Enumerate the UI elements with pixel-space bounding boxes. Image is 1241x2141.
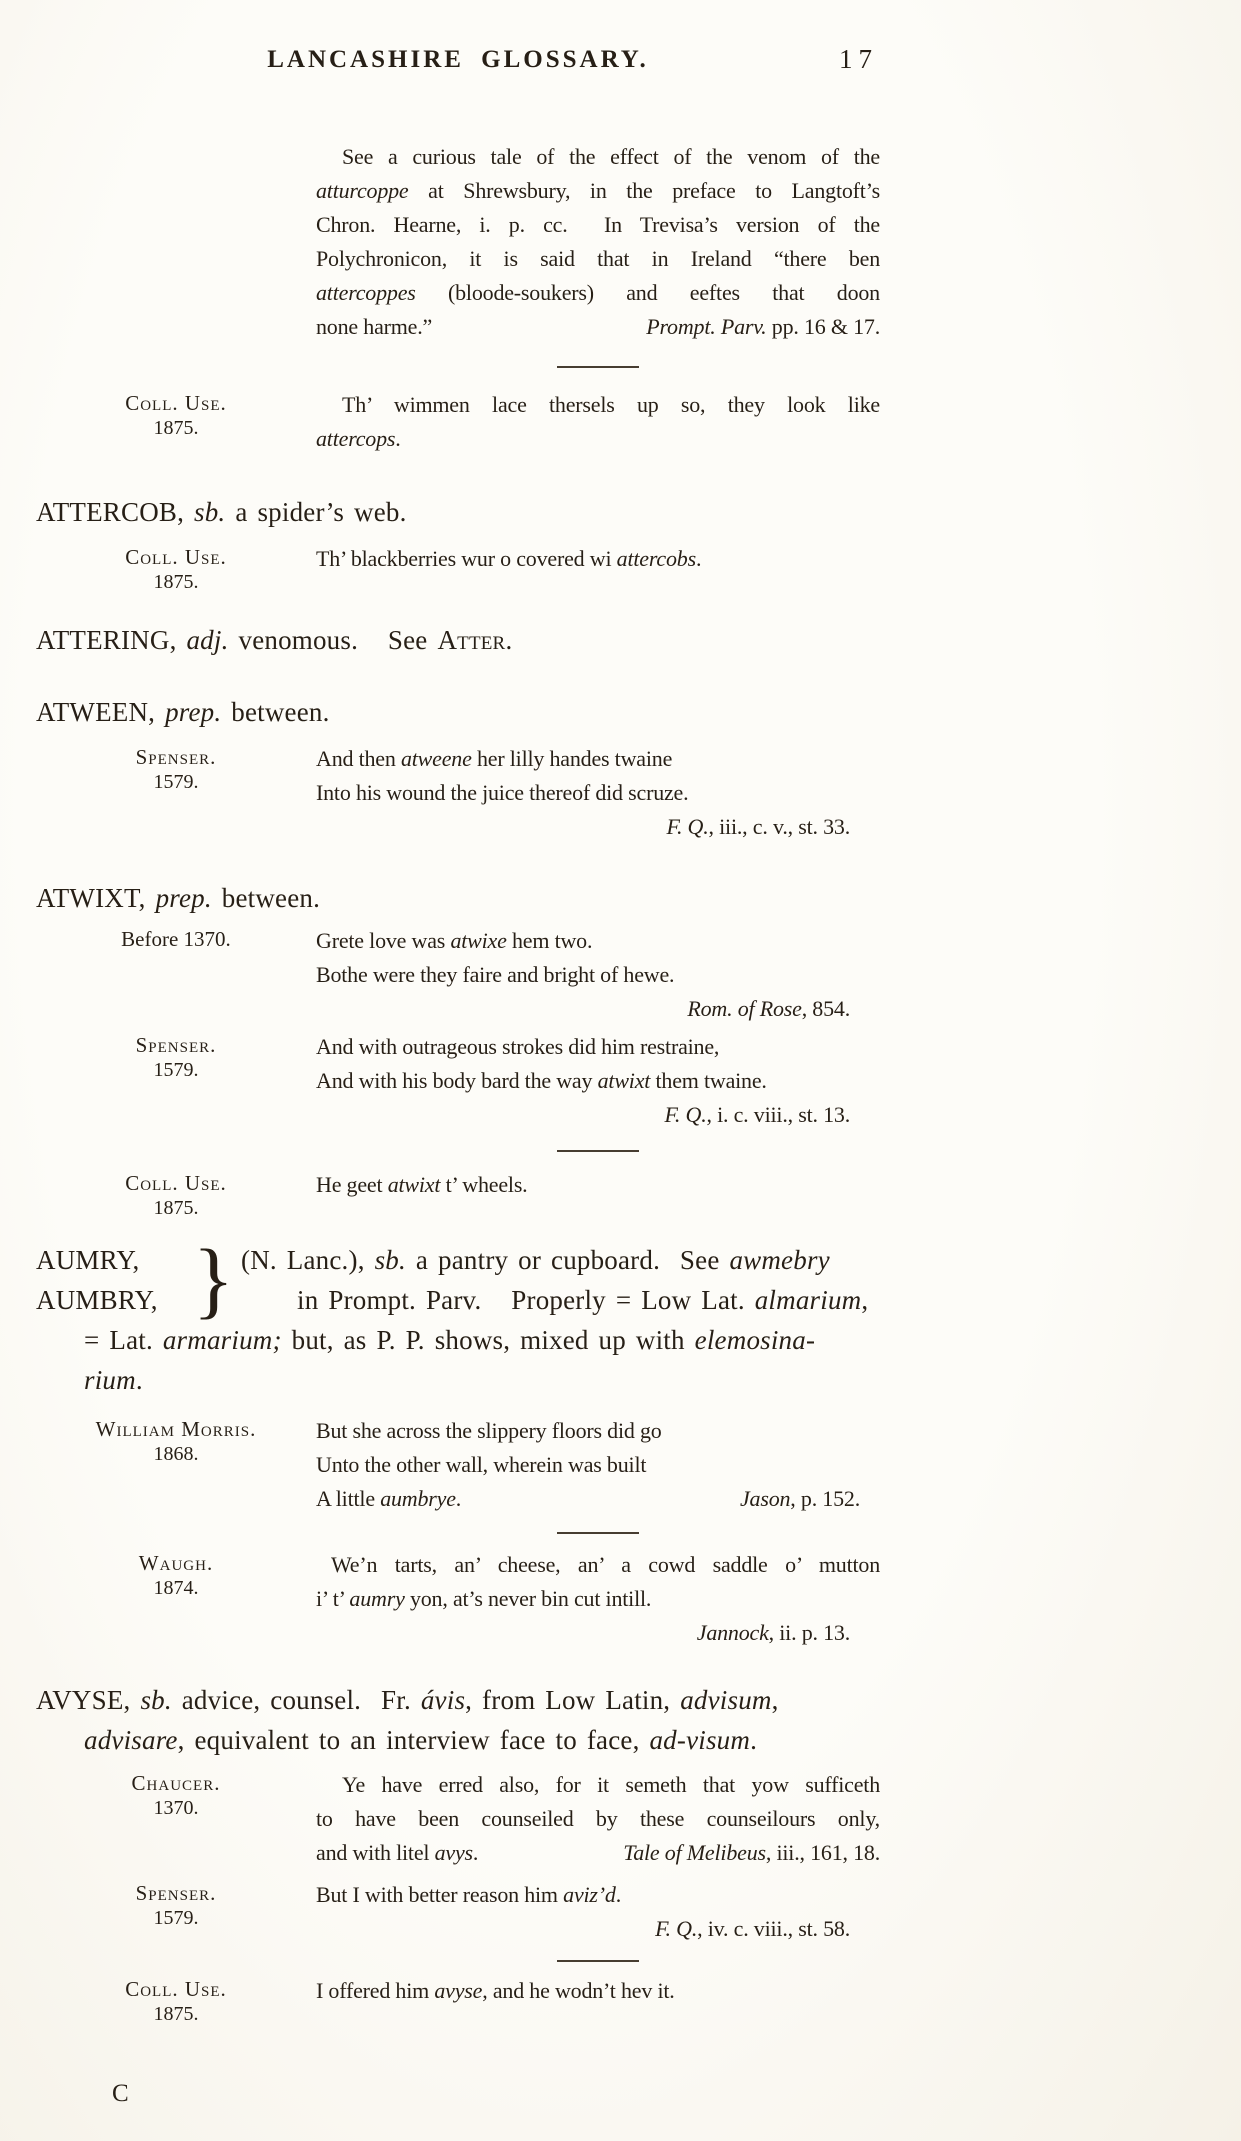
source-reference: F. Q., iv. c. viii., st. 58. [655, 1916, 850, 1941]
source-reference: Jason, p. 152. [739, 1486, 860, 1511]
quote-line: Bothe were they faire and bright of hewe. [316, 962, 675, 987]
citation-year: 1875. [153, 571, 199, 593]
section-divider [557, 1960, 639, 1962]
citation-label [36, 388, 316, 456]
section-divider [557, 366, 639, 368]
citation-label [36, 1974, 316, 2026]
quote-line: Th’ blackberries wur o covered wi attercobs. [316, 546, 702, 571]
citation-label [36, 1548, 316, 1650]
source-reference: F. Q., iii., c. v., st. 33. [666, 814, 850, 839]
divider-row [316, 1960, 880, 1962]
entry-headword-line: ATTERCOB, sb. a spider’s web. [36, 497, 407, 527]
quote-text [316, 924, 880, 1026]
citation-source: Spenser. [135, 1033, 217, 1057]
quote-text [316, 1878, 880, 1946]
quote-text [316, 1168, 880, 1220]
quote-line: But she across the slippery floors did go [316, 1418, 662, 1443]
quote-text [316, 140, 880, 344]
quote-line: And with his body bard the way atwixt them twaine. [316, 1068, 767, 1093]
definition-line: (N. Lanc.), sb. a pantry or cupboard. See awmebry [241, 1245, 830, 1275]
entry-headword-line: ATWIXT, prep. between. [36, 883, 321, 913]
source-reference: F. Q., i. c. viii., st. 13. [664, 1102, 850, 1127]
quote-text [316, 1548, 880, 1650]
quote-block-william-morris [36, 1414, 880, 1516]
quote-line: Polychronicon, it is said that in Ireland “there ben [316, 246, 880, 271]
quote-line: Chron. Hearne, i. p. cc. In Trevisa’s version of the [316, 212, 880, 237]
definition-line: advisare, equivalent to an interview face to face, ad-visum. [84, 1725, 758, 1755]
citation-source: Waugh. [138, 1551, 214, 1575]
citation-label [36, 1878, 316, 1946]
quote-block-waugh [36, 1548, 880, 1650]
citation-source: Coll. Use. [125, 1171, 227, 1195]
citation-source: Spenser. [135, 745, 217, 769]
quote-line: attercops. [316, 426, 401, 451]
quote-line: And with outrageous strokes did him restraine, [316, 1034, 720, 1059]
definition-line: = Lat. armarium; but, as P. P. shows, mixed up with elemosina- [84, 1325, 816, 1355]
quote-block-attercoppe-tale [36, 140, 880, 344]
quote-tail: none harme.” [316, 314, 433, 339]
entry-headword-group [36, 1231, 880, 1327]
entry-attercob [36, 492, 880, 532]
citation-label [36, 542, 316, 594]
entry-aumry-aumbry [36, 1231, 880, 1400]
citation-source: Coll. Use. [125, 545, 227, 569]
citation-label [36, 1030, 316, 1132]
quote-line: to have been counseiled by these counseilours only, [316, 1806, 880, 1831]
quote-text [316, 1768, 880, 1870]
citation-label [36, 1414, 316, 1516]
citation-source: Coll. Use. [125, 391, 227, 415]
citation-label-empty [36, 140, 316, 344]
citation-year: 1875. [153, 2003, 199, 2025]
source-reference: Prompt. Parv. pp. 16 & 17. [646, 314, 880, 339]
quote-line: Into his wound the juice thereof did scruze. [316, 780, 689, 805]
quote-block-spenser-atwixt [36, 1030, 880, 1132]
quote-line: attercoppes (bloode-soukers) and eeftes that doon [316, 280, 880, 305]
quote-line: And then atweene her lilly handes twaine [316, 746, 673, 771]
headword-variants [36, 1240, 186, 1320]
quote-line: i’ t’ aumry yon, at’s never bin cut intill. [316, 1586, 652, 1611]
definition-line: rium. [84, 1365, 143, 1395]
citation-label [36, 742, 316, 844]
citation-source: Chaucer. [131, 1771, 221, 1795]
citation-source: Spenser. [135, 1881, 217, 1905]
quote-line: But I with better reason him aviz’d. [316, 1882, 622, 1907]
citation-year: 1370. [153, 1797, 199, 1819]
divider-row [316, 366, 880, 368]
entry-headword-line: ATTERING, adj. venomous. See Atter. [36, 625, 513, 655]
quote-block-coll-use-attercobs [36, 542, 880, 594]
entry-headword-line: AVYSE, sb. advice, counsel. Fr. ávis, from Low Latin, advisum, [36, 1685, 779, 1715]
quote-line: Th’ wimmen lace thersels up so, they look like [342, 392, 880, 417]
entry-atwixt [36, 878, 880, 918]
section-divider [557, 1532, 639, 1534]
page-number: 17 [839, 44, 878, 74]
headword-aumry: AUMRY, [36, 1245, 140, 1275]
signature-mark: C [112, 2080, 129, 2107]
citation-label [36, 1168, 316, 1220]
source-reference: Tale of Melibeus, iii., 161, 18. [623, 1840, 880, 1865]
quote-tail: and with litel avys. [316, 1840, 479, 1865]
entry-attering [36, 620, 880, 660]
brace-glyph: } [192, 1231, 235, 1327]
quote-block-coll-use-atwixt [36, 1168, 880, 1220]
citation-year: 1868. [153, 1443, 199, 1465]
quote-text [316, 742, 880, 844]
page-title: LANCASHIRE GLOSSARY. [267, 46, 649, 73]
citation-year: 1875. [153, 1197, 199, 1219]
quote-block-rom-of-rose [36, 924, 880, 1026]
section-divider [557, 1150, 639, 1152]
quote-text [316, 388, 880, 456]
quote-block-spenser-atween [36, 742, 880, 844]
quote-line-with-source [316, 1836, 880, 1870]
citation-year: 1579. [153, 1059, 199, 1081]
quote-block-coll-use-avyse [36, 1974, 880, 2026]
divider-row [316, 1532, 880, 1534]
quote-line: See a curious tale of the effect of the venom of the [342, 144, 880, 169]
citation-label [36, 924, 316, 1026]
quote-line-with-source [316, 310, 880, 344]
entry-headword-line: ATWEEN, prep. between. [36, 697, 330, 727]
quote-block-coll-use-attercops [36, 388, 880, 456]
divider-row [316, 1150, 880, 1152]
quote-text [316, 1414, 880, 1516]
quote-text [316, 542, 880, 594]
headword-aumbry: AUMBRY, [36, 1285, 158, 1315]
quote-line: I offered him avyse, and he wodn’t hev it. [316, 1978, 675, 2003]
source-reference: Rom. of Rose, 854. [687, 996, 850, 1021]
quote-block-spenser-avyse [36, 1878, 880, 1946]
citation-year: 1579. [153, 1907, 199, 1929]
quote-line: Grete love was atwixe hem two. [316, 928, 593, 953]
entry-avyse [36, 1680, 880, 1760]
quote-text [316, 1974, 880, 2026]
quote-line: Unto the other wall, wherein was built [316, 1452, 647, 1477]
quote-line: He geet atwixt t’ wheels. [316, 1172, 528, 1197]
quote-line: Ye have erred also, for it semeth that yow sufficeth [342, 1772, 880, 1797]
definition-line: in Prompt. Parv. Properly = Low Lat. almarium, [297, 1285, 869, 1315]
citation-date: Before 1370. [121, 927, 231, 951]
quote-line: atturcoppe at Shrewsbury, in the preface to Langtoft’s [316, 178, 880, 203]
citation-year: 1579. [153, 771, 199, 793]
entry-atween [36, 692, 880, 732]
source-reference: Jannock, ii. p. 13. [696, 1620, 850, 1645]
citation-source: Coll. Use. [125, 1977, 227, 2001]
citation-label [36, 1768, 316, 1870]
quote-line-with-source [316, 1482, 880, 1516]
citation-year: 1874. [153, 1577, 199, 1599]
page-header [36, 46, 880, 82]
citation-source: William Morris. [95, 1417, 257, 1441]
entry-definition [241, 1240, 880, 1320]
quote-text [316, 1030, 880, 1132]
quote-block-chaucer [36, 1768, 880, 1870]
quote-tail: A little aumbrye. [316, 1486, 462, 1511]
citation-year: 1875. [153, 417, 199, 439]
quote-line: We’n tarts, an’ cheese, an’ a cowd saddle o’ mutton [331, 1552, 880, 1577]
